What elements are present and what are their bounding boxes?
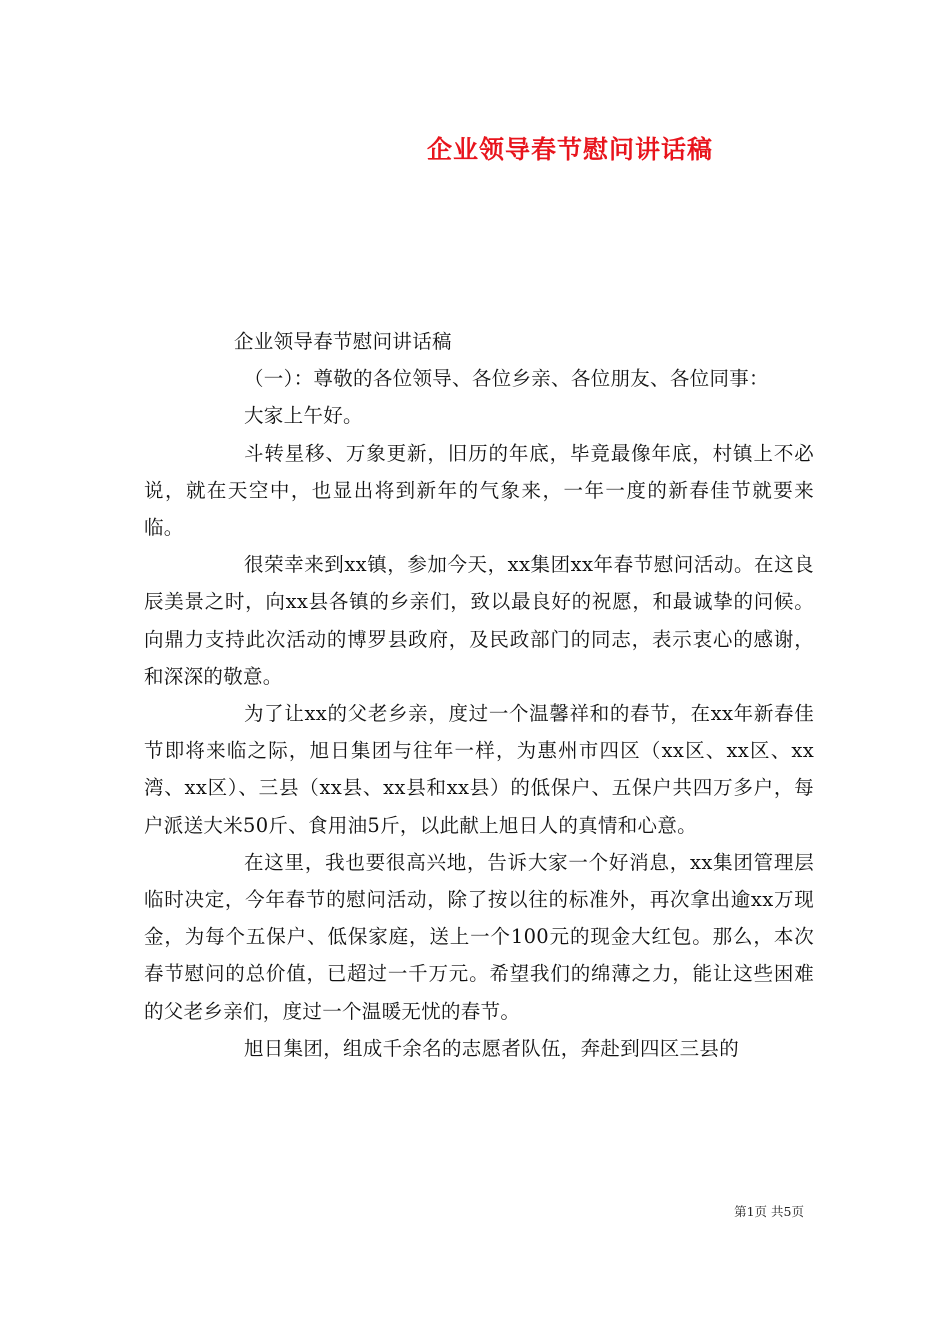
body-paragraph: （一）：尊敬的各位领导、各位乡亲、各位朋友、各位同事： — [244, 367, 769, 391]
body-paragraph: 大家上午好。 — [244, 404, 363, 428]
body-paragraph: 很荣幸来到xx镇，参加今天，xx集团xx年春节慰问活动。在这良辰美景之时，向xx县各镇的乡亲们，致以最良好的祝愿，和最诚挚的问候。向鼎力支持此次活动的博罗县政府，及民政部门的同志，表示衷心的感谢，和深深的敬意。 — [144, 553, 814, 688]
page-number: 第1页 共5页 — [734, 1204, 804, 1219]
document-title: 企业领导春节慰问讲话稿 — [426, 135, 713, 164]
body-subtitle: 企业领导春节慰问讲话稿 — [234, 330, 452, 353]
document-body — [144, 323, 814, 1067]
body-paragraph: 斗转星移、万象更新，旧历的年底，毕竟最像年底，村镇上不必说，就在天空中，也显出将到新年的气象来，一年一度的新春佳节就要来临。 — [144, 441, 814, 540]
body-paragraph: 在这里，我也要很高兴地，告诉大家一个好消息，xx集团管理层临时决定，今年春节的慰问活动，除了按以往的标准外，再次拿出逾xx万现金，为每个五保户、低保家庭，送上一个100元的现金大红包。那么，本次春节慰问的总价值，已超过一千万元。希望我们的绵薄之力，能让这些困难的父老乡亲们，度过一个温暖无忧的春节。 — [144, 850, 814, 1023]
body-paragraph: 旭日集团，组成千余名的志愿者队伍，奔赴到四区三县的 — [244, 1036, 740, 1060]
body-paragraph: 为了让xx的父老乡亲，度过一个温馨祥和的春节，在xx年新春佳节即将来临之际，旭日集团与往年一样，为惠州市四区（xx区、xx区、xx湾、xx区）、三县（xx县、xx县和xx县）的低保户、五保户共四万多户，每户派送大米50斤、食用油5斤，以此献上旭日人的真情和心意。 — [144, 702, 814, 837]
